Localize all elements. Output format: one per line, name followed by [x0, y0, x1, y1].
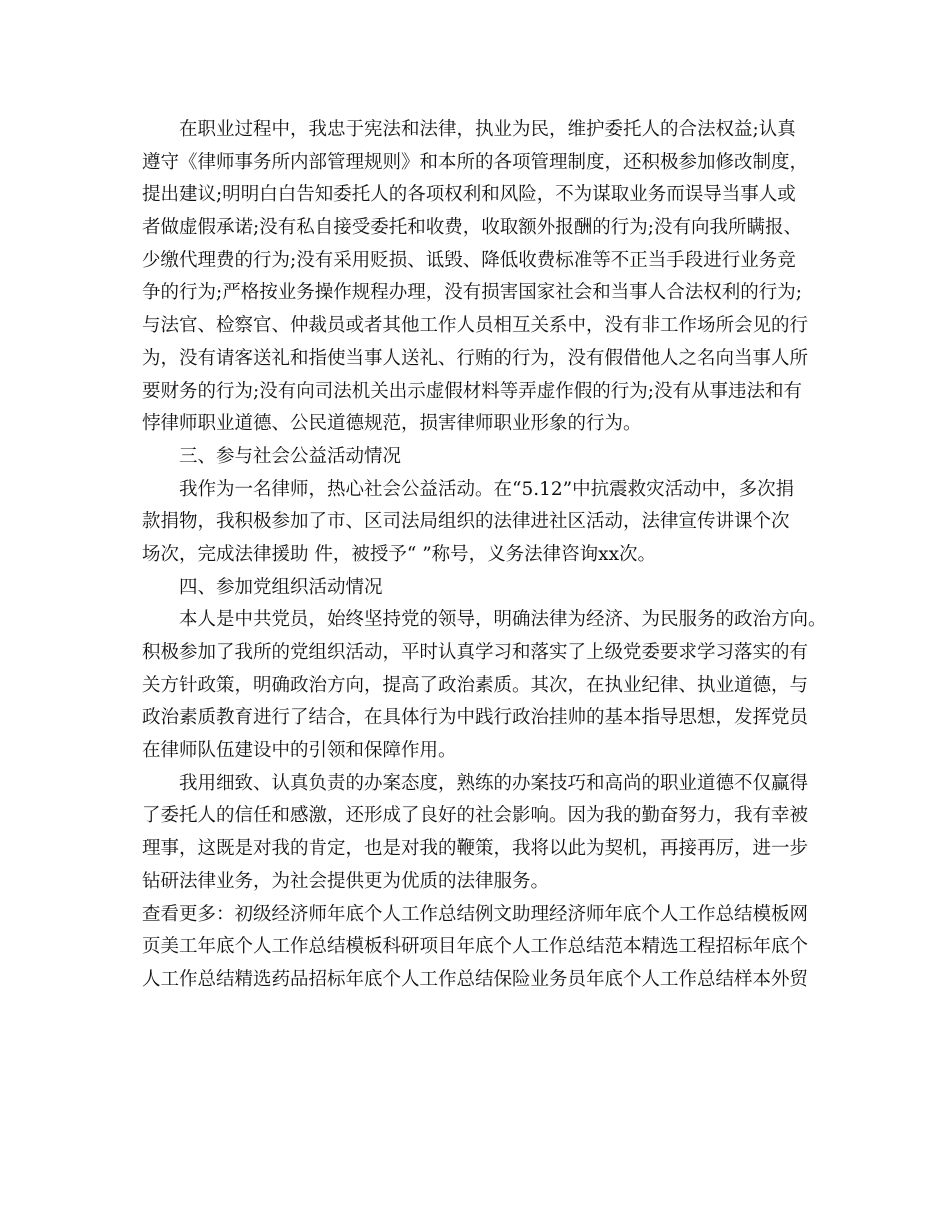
section-heading-4: 四、参加党组织活动情况 [179, 576, 383, 598]
paragraph-1-line: 要财务的行为;没有向司法机关出示虚假材料等弄虚作假的行为;没有从事违法和有 [142, 380, 802, 402]
paragraph-3-line: 在律师队伍建设中的引领和保障作用。 [142, 740, 457, 762]
paragraph-1-line: 在职业过程中，我忠于宪法和法律，执业为民，维护委托人的合法权益;认真 [179, 119, 796, 140]
paragraph-3-line: 关方针政策，明确政治方向，提高了政治素质。其次，在执业纪律、执业道德，与 [142, 674, 809, 696]
paragraph-1-line: 提出建议;明明白白告知委托人的各项权利和风险，不为谋取业务而误导当事人或 [142, 184, 796, 206]
paragraph-3-line: 本人是中共党员，始终坚持党的领导，明确法律为经济、为民服务的政治方向。 [179, 609, 827, 631]
paragraph-3-line: 政治素质教育进行了结合，在具体行为中践行政治挂帅的基本指导思想，发挥党员 [142, 707, 809, 729]
paragraph-1-line: 遵守《律师事务所内部管理规则》和本所的各项管理制度，还积极参加修改制度， [142, 151, 809, 173]
paragraph-1-line: 悖律师职业道德、公民道德规范，损害律师职业形象的行为。 [142, 413, 642, 435]
paragraph-1-line: 与法官、检察官、仲裁员或者其他工作人员相互关系中，没有非工作场所会见的行 [142, 315, 809, 337]
paragraph-1-line: 争的行为;严格按业务操作规程办理，没有损害国家社会和当事人合法权利的行为; [142, 282, 802, 304]
paragraph-3-line: 积极参加了我所的党组织活动，平时认真学习和落实了上级党委要求学习落实的有 [142, 642, 809, 663]
section-heading-3: 三、参与社会公益活动情况 [179, 445, 402, 467]
see-more-line: 查看更多：初级经济师年底个人工作总结例文助理经济师年底个人工作总结模板网 [142, 903, 809, 925]
see-more-line: 页美工年底个人工作总结模板科研项目年底个人工作总结范本精选工程招标年底个 [142, 936, 809, 958]
paragraph-2-line: 我作为一名律师，热心社会公益活动。在“5.12”中抗震救灾活动中，多次捐 [179, 478, 795, 500]
paragraph-4-line: 了委托人的信任和感激，还形成了良好的社会影响。因为我的勤奋努力，我有幸被 [142, 805, 809, 827]
paragraph-4-line: 钻研法律业务，为社会提供更为优质的法律服务。 [142, 870, 550, 892]
document-body [142, 114, 827, 997]
paragraph-4-line: 我用细致、认真负责的办案态度，熟练的办案技巧和高尚的职业道德不仅赢得 [179, 772, 809, 794]
see-more-line: 人工作总结精选药品招标年底个人工作总结保险业务员年底个人工作总结样本外贸 [142, 968, 809, 990]
paragraph-1-line: 为，没有请客送礼和指使当事人送礼、行贿的行为，没有假借他人之名向当事人所 [142, 347, 809, 369]
paragraph-2-line: 场次，完成法律援助 件，被授予“ ”称号，义务法律咨询xx次。 [142, 543, 657, 565]
paragraph-2-line: 款捐物，我积极参加了市、区司法局组织的法律进社区活动，法律宣传讲课个次 [142, 511, 790, 533]
paragraph-4-line: 理事，这既是对我的肯定，也是对我的鞭策，我将以此为契机，再接再厉，进一步 [142, 838, 809, 860]
paragraph-1-line: 少缴代理费的行为;没有采用贬损、诋毁、降低收费标准等不正当手段进行业务竞 [142, 249, 796, 271]
paragraph-1-line: 者做虚假承诺;没有私自接受委托和收费，收取额外报酬的行为;没有向我所瞒报、 [142, 217, 802, 239]
